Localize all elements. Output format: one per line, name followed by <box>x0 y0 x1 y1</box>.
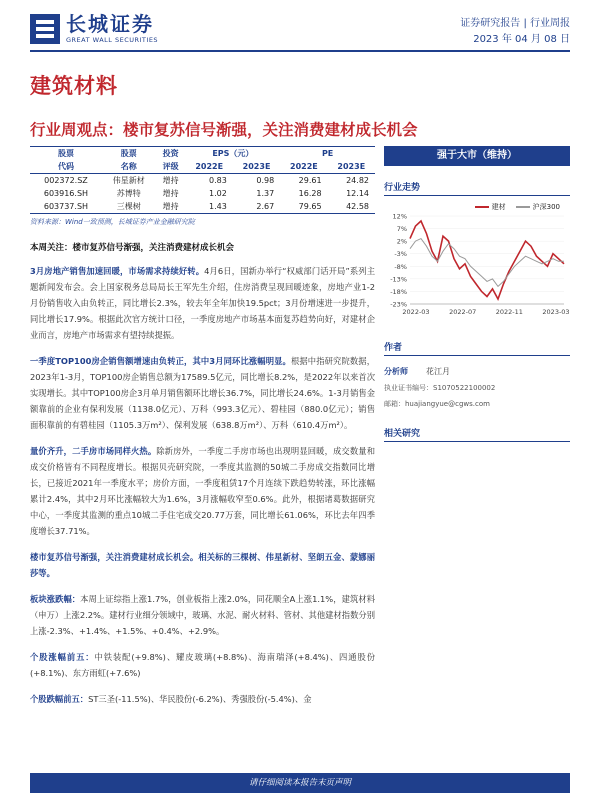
report-date: 2023 年 04 月 08 日 <box>473 34 570 45</box>
cell-rating: 增持 <box>156 200 186 214</box>
logo-text-cn: 长城证券 <box>66 12 154 36</box>
company-logo <box>30 14 158 44</box>
series-line <box>410 221 564 299</box>
cell-eps22: 0.83 <box>209 176 227 185</box>
th-code-2: 代码 <box>30 160 102 174</box>
cell-eps23: 1.37 <box>256 189 275 198</box>
th-name: 股票 <box>102 147 156 161</box>
paragraph-lead: 个股跌幅前五： <box>30 694 89 704</box>
paragraph <box>30 649 375 681</box>
cell-name: 三棵树 <box>102 200 156 214</box>
analyst-role: 分析师 <box>384 367 408 376</box>
x-tick-label: 2023-03 <box>542 308 570 316</box>
paragraph-lead: 个股涨幅前五： <box>30 652 95 662</box>
table-row <box>30 187 375 200</box>
paragraph-body: 除新房外，一季度二手房市场也出现明显回暖，成交数量和成交价格皆有不同程度增长。根据贝壳研究院，一季度其监测的50城二手房成交指数同比增长，已接近2021年一季度水平；房价方面，一季度租赁17个月连续下跌趋势转涨，环比涨幅累计2.4%，其中2月环比涨幅较大为1.6%，3月涨幅收窄至0.6%。此外，根据诸葛数据研究中心，一季度其监测的重点10城二手住宅成交20.77万套，同比增长61.06%，环比去年四季度增长37.71%。 <box>30 446 375 536</box>
paragraph <box>30 691 375 707</box>
x-tick-label: 2022-11 <box>495 308 523 316</box>
chart-legend <box>384 202 560 212</box>
th-rating-2: 评级 <box>156 160 186 174</box>
author-title: 作者 <box>384 340 570 356</box>
footer-disclaimer: 请仔细阅读本报告末页声明 <box>30 773 570 793</box>
cell-pe23: 12.14 <box>346 189 369 198</box>
th-name-2: 名称 <box>102 160 156 174</box>
focus-title: 本周关注：楼市复苏信号渐强，关注消费建材成长机会 <box>30 243 235 253</box>
paragraph-body: 根据中指研究院数据，2023年1-3月，TOP100房企销售总额为17589.5亿元，同比增长8.2%，是2022年以来首次实现增长。其中TOP100房企3月单月销售额环比增长36.7%，同比增长24.6%。1-3月销售金额靠前的企业有保利发展（1138.0亿元）、万科（993.3亿元）、碧桂园（880.0亿元）；销售面积靠前的有碧桂园（1105.3万m²）、保利发展（638.8万m²）、万科（610.4万m²）。 <box>30 356 375 430</box>
report-meta <box>460 16 570 48</box>
paragraph <box>30 443 375 539</box>
trend-chart <box>384 212 570 322</box>
paragraph-lead: 楼市复苏信号渐强，关注消费建材成长机会。相关标的三棵树、伟星新材、坚朗五金、蒙娜丽莎等。 <box>30 552 375 578</box>
th-pe-2023: 2023E <box>328 160 375 174</box>
th-pe-2022: 2022E <box>280 160 327 174</box>
y-tick-label: -3% <box>394 250 407 259</box>
cell-eps23: 2.67 <box>233 200 280 214</box>
th-eps-2023: 2023E <box>233 160 280 174</box>
sector-title: 建筑材料 <box>30 74 118 98</box>
table-row <box>30 200 375 214</box>
y-tick-label: -13% <box>390 275 407 284</box>
paragraph-lead: 3月房地产销售加速回暖，市场需求持续好转。 <box>30 266 205 276</box>
cell-pe22: 79.65 <box>280 200 327 214</box>
rating-badge: 强于大市（维持） <box>384 146 570 166</box>
paragraph-lead: 板块涨跌幅： <box>30 594 81 604</box>
stock-table <box>30 146 375 214</box>
y-tick-label: -8% <box>394 262 407 271</box>
analyst-info <box>384 364 570 412</box>
th-rating: 投资 <box>156 147 186 161</box>
x-tick-label: 2022-03 <box>402 308 430 316</box>
analyst-email[interactable]: huajiangyue@cgws.com <box>405 400 490 408</box>
paragraph <box>30 353 375 433</box>
report-type: 证券研究报告 | 行业周报 <box>460 18 570 29</box>
legend-item <box>475 202 506 212</box>
paragraph <box>30 591 375 639</box>
th-eps: EPS（元） <box>186 147 281 161</box>
y-tick-label: -18% <box>390 287 407 296</box>
paragraph-body: 中铁装配(+9.8%)、耀皮玻璃(+8.8%)、海南瑞泽(+8.4%)、四通股份(+8.1%)、东方雨虹(+7.6%) <box>30 652 375 678</box>
paragraph <box>30 549 375 581</box>
y-tick-label: 7% <box>396 225 407 234</box>
table-source: 资料来源：Wind一致预测，长城证券产业金融研究院 <box>30 218 195 226</box>
cell-name: 伟星新材 <box>112 176 145 185</box>
th-code: 股票 <box>30 147 102 161</box>
cell-pe22: 16.28 <box>298 189 322 198</box>
paragraph-lead: 量价齐升，二手房市场同样火热。 <box>30 446 157 456</box>
paragraph-body: ST三圣(-11.5%)、华民股份(-6.2%)、秀强股份(-5.4%)、金 <box>88 694 312 704</box>
cell-pe23: 24.82 <box>346 176 369 185</box>
cell-name: 苏博特 <box>116 189 141 198</box>
analyst-name: 花江月 <box>426 367 450 376</box>
cell-pe23: 42.58 <box>328 200 375 214</box>
analyst-cert: 执业证书编号：S1070522100002 <box>384 384 496 392</box>
th-pe: PE <box>280 147 375 161</box>
header-divider <box>30 50 570 52</box>
cell-rating: 增持 <box>162 176 179 185</box>
cell-code: 603737.SH <box>30 200 102 214</box>
cell-eps22: 1.02 <box>209 189 227 198</box>
sidebar-column <box>384 146 570 442</box>
y-tick-label: 2% <box>396 237 407 246</box>
report-header <box>0 0 600 58</box>
logo-mark-icon <box>30 14 60 44</box>
cell-code: 603916.SH <box>43 189 89 198</box>
paragraph-body: 4月6日，国新办举行“权威部门话开局”系列主题新闻发布会。会上国家税务总局局长王军先生介绍，住房消费呈现回暖迹象，房地产业1-2月份销售收入由负转正，同比增长2.3%，较去年全年加快19.5pct；3月份增速进一步提升，同比增长17.9%。根据此次官方统计口径，一季度房地产市场基本面复苏趋势向好，对建材企业而言，房地产市场需求有望持续提振。 <box>30 266 375 340</box>
series-line <box>410 239 564 287</box>
cell-pe22: 29.61 <box>298 176 322 185</box>
legend-label: 建材 <box>491 203 506 211</box>
legend-swatch-icon <box>516 206 530 208</box>
paragraph-lead: 一季度TOP100房企销售额增速由负转正，其中3月同环比涨幅明显。 <box>30 356 291 366</box>
x-tick-label: 2022-07 <box>449 308 477 316</box>
cell-eps23: 0.98 <box>256 176 275 185</box>
paragraph-body: 本周上证综指上涨1.7%，创业板指上涨2.0%，同花顺全A上涨1.1%，建筑材料（申万）上涨2.2%。建材行业细分领域中，玻璃、水泥、耐火材料、管材、其他建材指数分别上涨-2.3%、+1.4%、+1.5%、+0.4%、+2.9%。 <box>30 594 375 636</box>
email-label: 邮箱： <box>384 400 405 408</box>
y-tick-label: -23% <box>390 300 407 309</box>
logo-text-en: GREAT WALL SECURITIES <box>66 36 159 44</box>
legend-label: 沪深300 <box>532 203 560 211</box>
cell-eps22: 1.43 <box>186 200 233 214</box>
table-row <box>30 174 375 188</box>
paragraph <box>30 263 375 343</box>
trend-title: 行业走势 <box>384 180 570 196</box>
paragraph-list <box>30 263 375 707</box>
related-title: 相关研究 <box>384 426 570 442</box>
cell-code: 002372.SZ <box>44 176 88 185</box>
legend-swatch-icon <box>475 206 489 208</box>
report-headline: 行业周观点：楼市复苏信号渐强，关注消费建材成长机会 <box>30 121 418 139</box>
th-eps-2022: 2022E <box>186 160 233 174</box>
main-column <box>30 146 375 707</box>
y-tick-label: 12% <box>392 212 407 221</box>
cell-rating: 增持 <box>162 189 179 198</box>
legend-item <box>516 202 560 212</box>
